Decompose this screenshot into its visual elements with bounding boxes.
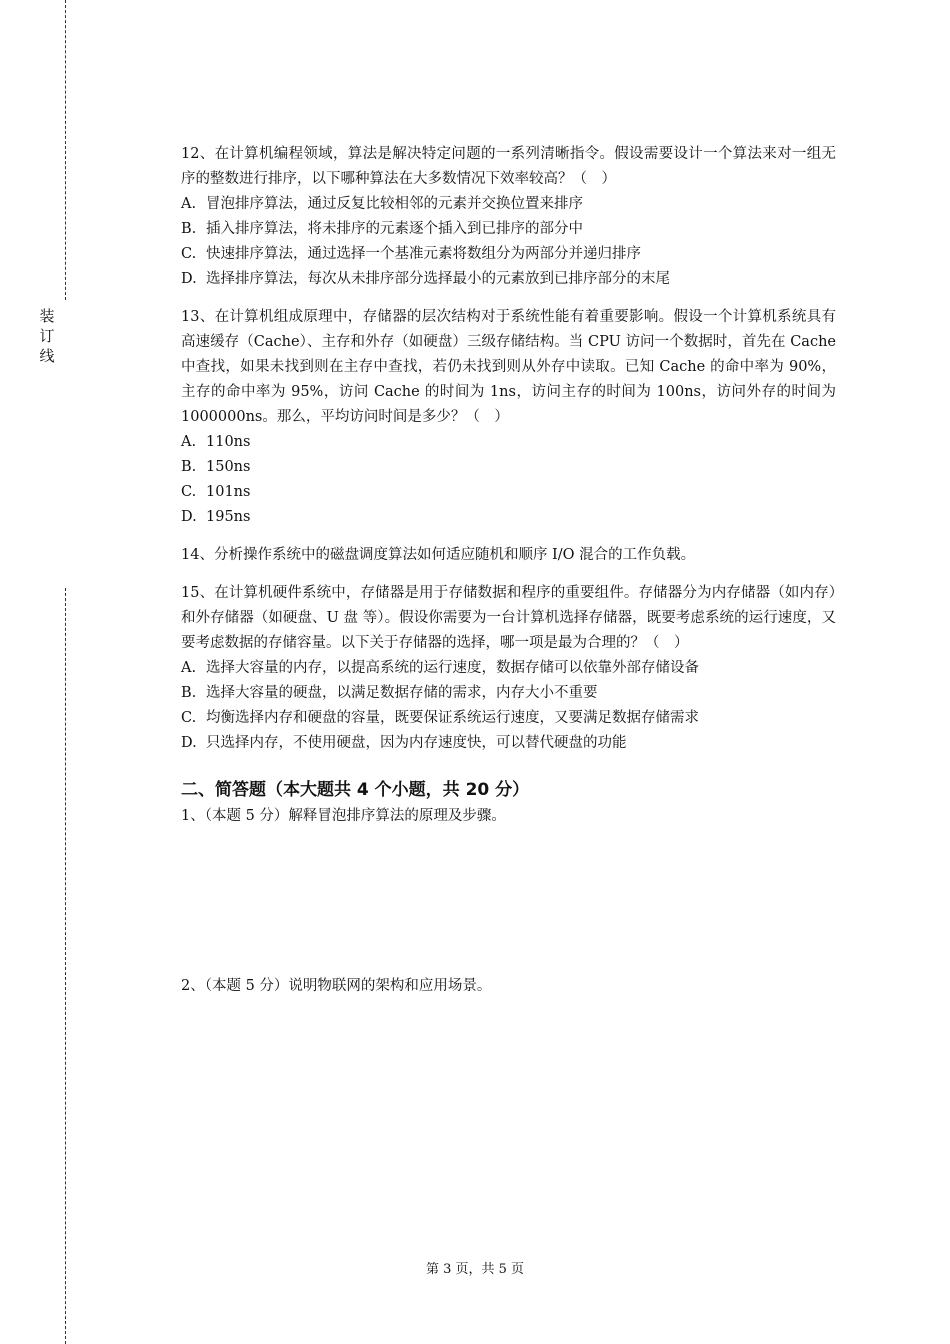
option-text: 选择大容量的硬盘，以满足数据存储的需求，内存大小不重要 (206, 685, 598, 701)
option-b (181, 681, 836, 706)
question-text: 分析操作系统中的磁盘调度算法如何适应随机和顺序 I/O 混合的工作负载。 (213, 547, 696, 563)
question-stem (181, 305, 836, 430)
question-12 (181, 142, 836, 292)
option-letter: A. (181, 660, 197, 676)
question-number: 13、 (181, 309, 215, 325)
option-letter: A. (181, 434, 197, 450)
option-text: 选择大容量的内存，以提高系统的运行速度，数据存储可以依靠外部存储设备 (206, 660, 699, 676)
question-stem (181, 142, 836, 192)
option-letter: D. (181, 509, 197, 525)
option-list (181, 656, 836, 756)
binding-label (38, 306, 56, 366)
option-letter: C. (181, 484, 197, 500)
question-stem (181, 543, 836, 568)
binding-char: 订 (39, 327, 55, 345)
question-number: 12、 (181, 146, 215, 162)
option-letter: C. (181, 246, 197, 262)
option-c (181, 706, 836, 731)
option-c (181, 480, 836, 505)
option-text: 150ns (206, 459, 251, 475)
binding-line-bottom (65, 588, 66, 1344)
option-text: 快速排序算法，通过选择一个基准元素将数组分为两部分并递归排序 (206, 246, 641, 262)
question-14 (181, 543, 836, 568)
option-text: 选择排序算法，每次从未排序部分选择最小的元素放到已排序部分的末尾 (206, 271, 670, 287)
option-letter: B. (181, 221, 197, 237)
option-letter: D. (181, 735, 197, 751)
option-b (181, 455, 836, 480)
question-text: 在计算机组成原理中，存储器的层次结构对于系统性能有着重要影响。假设一个计算机系统具有高速缓存（Cache）、主存和外存（如硬盘）三级存储结构。当 CPU 访问一个数据时，首先在 Cache 中查找，如果未找到则在主存中查找，若仍未找到则从外存中读取。已知 Cache 的命中率为 90%，主存的命中率为 95%，访问 Cache 的时间为 1ns，访问主存的时间为 100ns，访问外存的时间为 1000000ns。那么，平均访问时间是多少？（ ） (181, 309, 836, 425)
question-number: 15、 (181, 585, 215, 601)
option-letter: B. (181, 685, 197, 701)
question-13 (181, 305, 836, 530)
option-d (181, 731, 836, 756)
option-b (181, 217, 836, 242)
option-list (181, 430, 836, 530)
option-text: 110ns (206, 434, 251, 450)
option-text: 冒泡排序算法，通过反复比较相邻的元素并交换位置来排序 (206, 196, 583, 212)
option-text: 195ns (206, 509, 251, 525)
option-c (181, 242, 836, 267)
short-answer-2: 2、（本题 5 分）说明物联网的架构和应用场景。 (181, 978, 492, 994)
binding-line-top (65, 0, 66, 300)
option-a (181, 192, 836, 217)
option-text: 101ns (206, 484, 251, 500)
option-letter: A. (181, 196, 197, 212)
option-d (181, 505, 836, 530)
question-text: 在计算机硬件系统中，存储器是用于存储数据和程序的重要组件。存储器分为内存储器（如内存）和外存储器（如硬盘、U 盘 等）。假设你需要为一台计算机选择存储器，既要考虑系统的运行速度，又要考虑数据的存储容量。以下关于存储器的选择，哪一项是最为合理的？（ ） (181, 585, 836, 651)
option-letter: D. (181, 271, 197, 287)
question-number: 14、 (181, 547, 214, 563)
option-text: 均衡选择内存和硬盘的容量，既要保证系统运行速度，又要满足数据存储需求 (206, 710, 699, 726)
option-list (181, 192, 836, 292)
option-a (181, 656, 836, 681)
page-footer: 第 3 页，共 5 页 (425, 1262, 525, 1277)
exam-content (181, 142, 836, 999)
question-stem (181, 581, 836, 656)
option-a (181, 430, 836, 455)
short-answer-1: 1、（本题 5 分）解释冒泡排序算法的原理及步骤。 (181, 808, 506, 824)
binding-char: 装 (39, 307, 55, 325)
option-text: 只选择内存，不使用硬盘，因为内存速度快，可以替代硬盘的功能 (206, 735, 627, 751)
option-letter: C. (181, 710, 197, 726)
option-d (181, 267, 836, 292)
question-text: 在计算机编程领域，算法是解决特定问题的一系列清晰指令。假设需要设计一个算法来对一组无序的整数进行排序，以下哪种算法在大多数情况下效率较高？（ ） (181, 146, 836, 187)
option-letter: B. (181, 459, 197, 475)
section-title: 二、简答题（本大题共 4 个小题，共 20 分） (181, 780, 530, 800)
binding-char: 线 (39, 347, 55, 365)
question-15 (181, 581, 836, 756)
option-text: 插入排序算法，将未排序的元素逐个插入到已排序的部分中 (206, 221, 583, 237)
